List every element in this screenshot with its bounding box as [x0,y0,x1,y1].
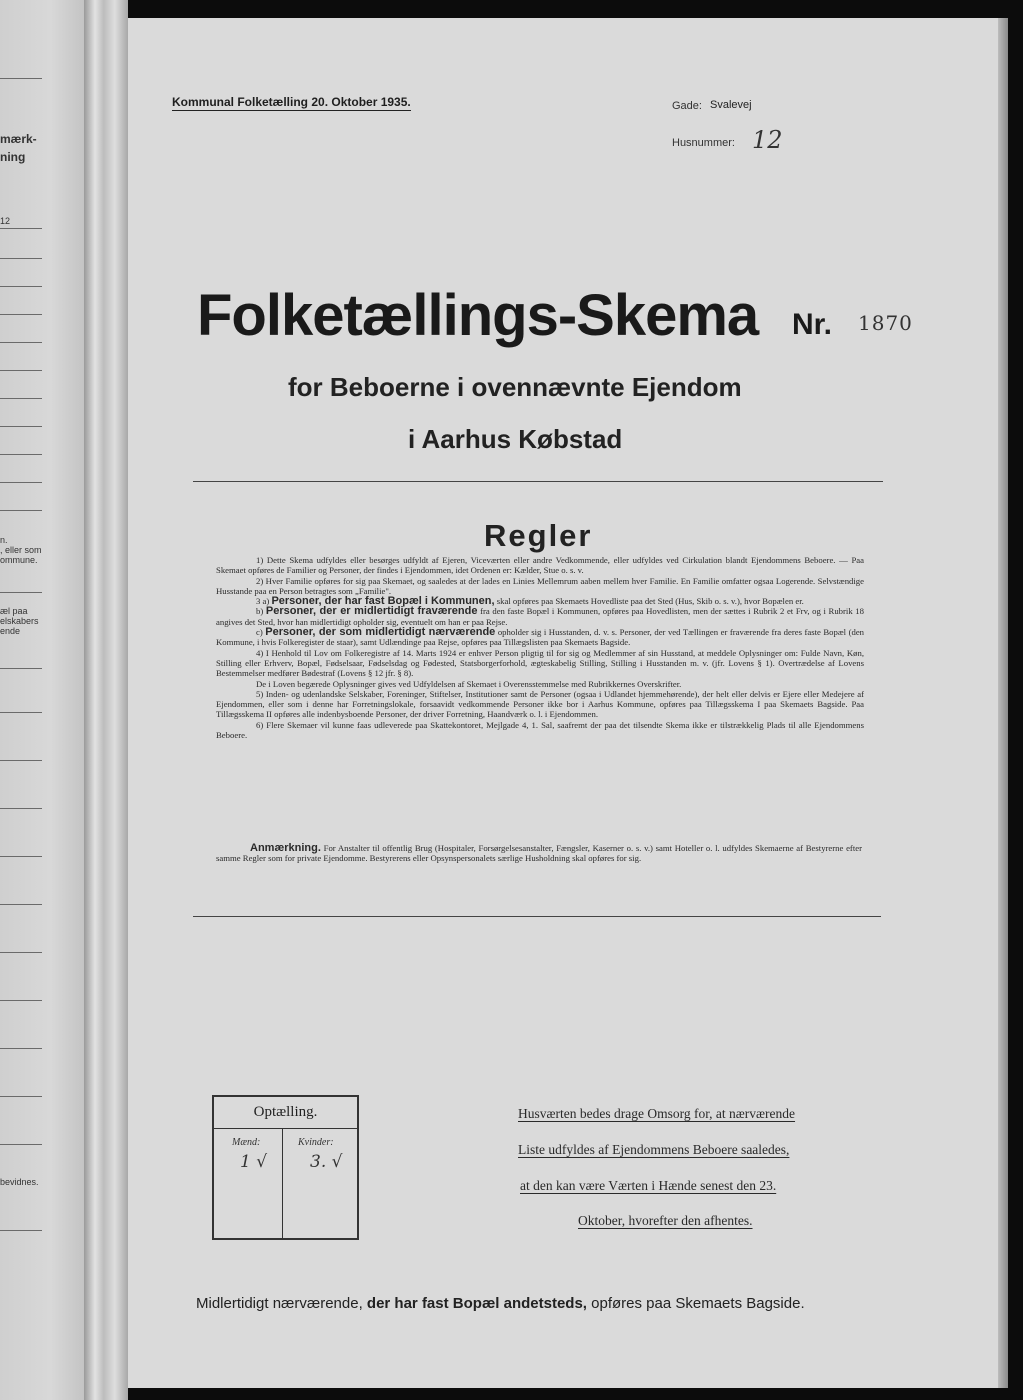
left-rule [0,1048,42,1049]
left-rule [0,286,42,287]
left-page-fragment: bevidnes. [0,1177,39,1187]
remark-text: For Anstalter til offentlig Brug (Hospitaler, Forsørgelsesanstalter, Fængsler, Kaserner o. s. v.) samt Hoteller o. l. udfyldes Skemaerne af Bestyrerne efter samme Regler som for private Ejendomme. Bestyrerens eller Opsynspersonalets særlige Husholdning skal opføres for sig. [216,843,862,864]
left-page-fragment: æl paa elskabers ende [0,606,39,636]
left-rule [0,668,42,669]
street-value: Svalevej [710,99,752,111]
left-page-edge [0,0,84,1400]
remark-lead: Anmærkning. [250,842,321,854]
footer-note: Midlertidigt nærværende, der har fast Bopæl andetsteds, opføres paa Skemaets Bagside. [196,1295,805,1312]
rules-body [216,555,864,740]
rule-3a: 3 a) Personer, der har fast Bopæl i Kommunen, skal opføres paa Skemaets Hovedliste paa det Sted (Hus, Skib o. s. v.), hvor Bopælen er. [256,595,804,608]
men-label: Mænd: [232,1137,261,1148]
left-rule [0,1230,42,1231]
rule-6: 6) Flere Skemaer vil kunne faas udleverede paa Skattekontoret, Mejlgade 4, 1. Sal, saafremt der paa det tilsendte Skema ikke er tilstrækkelig Plads til alle Ejendommens Beboere. [216,719,864,741]
form-municipality: i Aarhus Købstad [408,424,623,454]
rule-1: 1) Dette Skema udfyldes eller besørges udfyldt af Ejeren, Viceværten eller andre Vedkommende, eller udfyldes ved Cirkulation blandt Ejendommens Beboere. — Paa Skemaet opføres de Familier og Personer, der findes i Ejendommen, idet Ordenen er: Kælder, Stue o. s. v. [216,555,864,576]
left-page-fragment: mærk- ning [0,132,37,164]
form-number-label: Nr. [792,308,833,341]
rule-4b: De i Loven begærede Oplysninger gives ved Udfyldelsen af Skemaet i Overensstemmelse med Rubrikkernes Overskrifter. [256,678,682,689]
form-title: Folketællings-Skema [197,283,759,348]
count-divider [282,1128,283,1238]
house-number-value: 12 [752,126,783,154]
page-edge [998,18,1008,1388]
rule-3c: c) Personer, der som midlertidigt nærværende opholder sig i Husstanden, d. v. s. Personer, der ved Tællingen er fraværende fra deres faste Bopæl (den Kommune, i hvis Folkeregister de staar), samt Udlændinge paa Rejse, opføres paa Tillægslisten paa Skemaets Bagside. [216,626,865,648]
left-rule [0,482,42,483]
left-page-fragment: n. , eller som ommune. [0,535,42,565]
left-rule [0,370,42,371]
left-rule [0,904,42,905]
left-page-fragment: 12 [0,216,11,226]
remark [216,843,862,864]
street-label: Gade: [672,100,702,112]
left-rule [0,592,42,593]
left-rule [0,426,42,427]
rules-heading: Regler [484,518,593,553]
left-rule [0,1144,42,1145]
form-number-value: 1870 [858,311,913,335]
form-subtitle: for Beboerne i ovennævnte Ejendom [288,372,742,402]
house-number-label: Husnummer: [672,137,735,149]
men-count: 1 √ [240,1152,268,1172]
left-rule [0,398,42,399]
notice-line-3: at den kan være Værten i Hænde senest den 23. [520,1178,777,1193]
left-rule [0,228,42,229]
notice-line-2: Liste udfyldes af Ejendommens Beboere saaledes, [518,1142,790,1157]
divider [193,916,881,917]
left-rule [0,712,42,713]
count-title: Optælling. [214,1097,357,1129]
rule-3b: b) Personer, der er midlertidigt fraværende fra den faste Bopæl i Kommunen, opføres paa Hovedlisten, men der sættes i Rubrik 2 et Frv, og i Rubrik 18 angives det Sted, hvor han midlertidigt opholder sig, eventuelt om han er paa Rejse. [216,605,864,627]
women-label: Kvinder: [298,1137,334,1148]
left-rule [0,342,42,343]
book-gutter [84,0,128,1400]
left-rule [0,314,42,315]
census-header: Kommunal Folketælling 20. Oktober 1935. [172,95,411,109]
count-box [212,1095,359,1240]
left-rule [0,510,42,511]
left-rule [0,78,42,79]
left-rule [0,760,42,761]
divider [193,481,883,482]
rule-2: 2) Hver Familie opføres for sig paa Skemaet, og saaledes at der lades en Linies Mellemrum aaben mellem hver Familie. En Familie omfatter ogsaa Logerende. Selvstændige Husstande paa en Person betragtes som „Familie". [216,575,864,596]
left-rule [0,808,42,809]
rule-5: 5) Inden- og udenlandske Selskaber, Foreninger, Stiftelser, Institutioner samt de Personer (ogsaa i Udlandet hjemmehørende), der helt eller delvis er Ejere eller Medejere af Ejendommen, eller som i denne har Forretningslokale, forsaavidt vedkommende Personer ikke bor i Aarhus Kommune, opføres paa Tillægsskema I paa Skemaets Bagside. Paa Tillægsskema II opføres alle indenbysboende Personer, der driver Forretning, Haandværk o. l. i Ejendommen. [216,688,864,720]
left-rule [0,454,42,455]
notice-line-4: Oktober, hvorefter den afhentes. [578,1213,753,1228]
left-rule [0,1000,42,1001]
notice-line-1: Husværten bedes drage Omsorg for, at nærværende [518,1106,796,1121]
left-rule [0,258,42,259]
women-count: 3. √ [310,1152,343,1172]
rule-4: 4) I Henhold til Lov om Folkeregistre af 14. Marts 1924 er enhver Person pligtig til for sig og Medlemmer af sin Husstand, at meddele Oplysninger om: Fulde Navn, Køn, Stilling eller Erhverv, Bopæl, Fødselsaar, Fødselsdag og Fødested, Statsborgerforhold, ægteskabelig Stilling, Stilling i Husstanden m. v. (jfr. Lovens § 1). Overtrædelse af Lovens Bestemmelser medfører Bødestraf (Lovens § 12 jfr. § 8). [216,647,864,679]
left-rule [0,952,42,953]
left-rule [0,1096,42,1097]
left-rule [0,856,42,857]
